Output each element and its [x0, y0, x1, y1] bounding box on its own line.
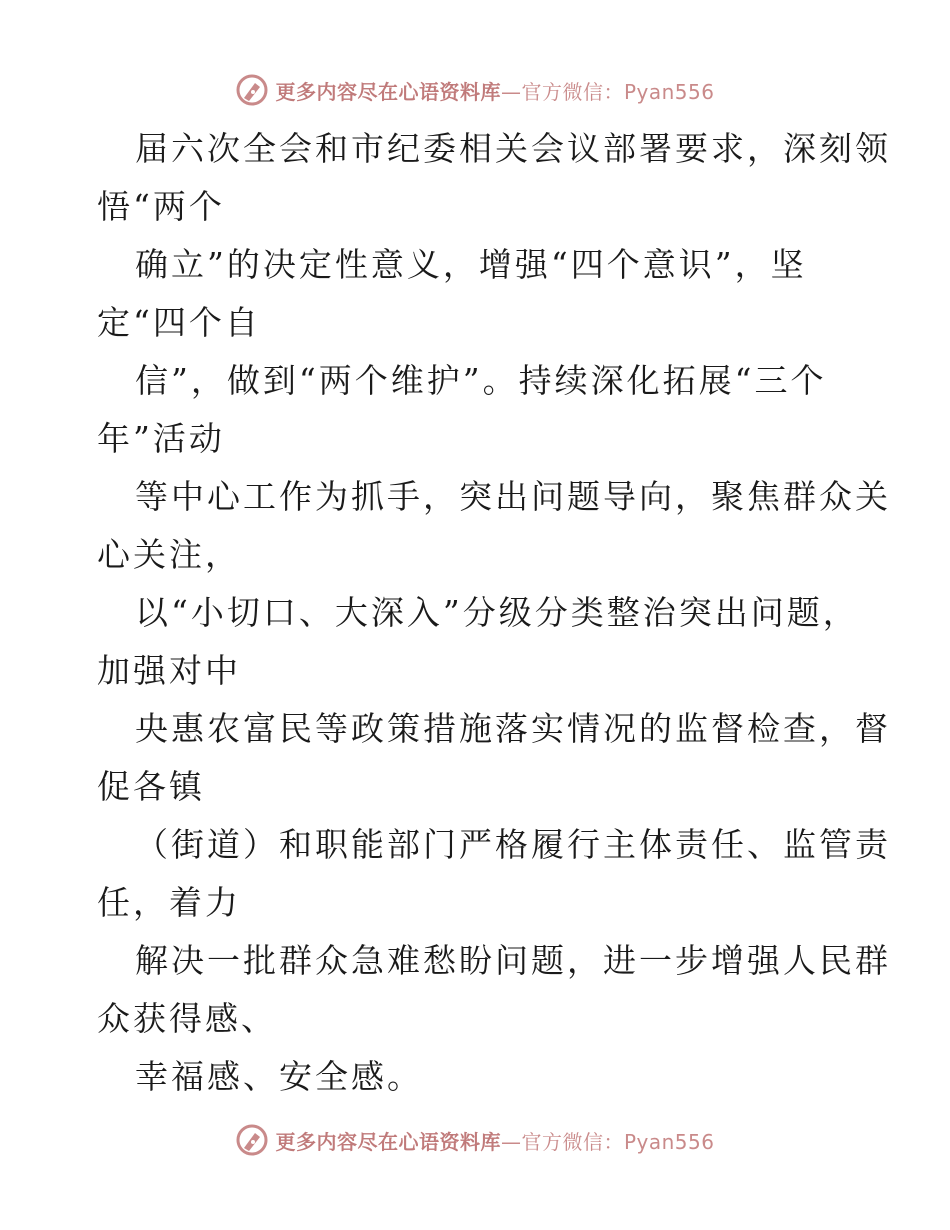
watermark-dash: —	[500, 79, 522, 104]
watermark-text	[275, 76, 714, 105]
paragraph	[0, 352, 950, 468]
paragraph-line-wrap: 定“四个自	[97, 303, 261, 342]
paragraph	[0, 468, 950, 584]
paragraph-line-wrap: 促各镇	[97, 767, 205, 806]
header-watermark	[0, 70, 950, 110]
paragraph-line: 解决一批群众急难愁盼问题，进一步增强人民群	[135, 941, 891, 980]
watermark-brand: 更多内容尽在心语资料库	[275, 1129, 501, 1154]
paragraph-line: 以“小切口、大深入”分级分类整治突出问题，	[135, 593, 859, 632]
pen-nib-logo-icon	[235, 1123, 269, 1157]
watermark-brand: 更多内容尽在心语资料库	[275, 79, 501, 104]
document-body	[0, 120, 950, 1106]
paragraph-line-wrap: 年”活动	[97, 419, 225, 458]
paragraph-line: 确立”的决定性意义，增强“四个意识”，坚	[135, 245, 807, 284]
paragraph-line: 信”，做到“两个维护”。持续深化拓展“三个	[135, 361, 827, 400]
paragraph-line-wrap: 心关注，	[97, 535, 241, 574]
watermark-dash: —	[500, 1129, 522, 1154]
watermark-wechat: 官方微信：Pyan556	[521, 1129, 715, 1154]
paragraph-line: 等中心工作为抓手，突出问题导向，聚焦群众关	[135, 477, 891, 516]
watermark-text	[275, 1126, 714, 1155]
paragraph-line: 央惠农富民等政策措施落实情况的监督检查，督	[135, 709, 891, 748]
footer-watermark	[0, 1120, 950, 1160]
pen-nib-logo-icon	[235, 73, 269, 107]
paragraph	[0, 236, 950, 352]
paragraph-line: （街道）和职能部门严格履行主体责任、监管责	[135, 825, 891, 864]
paragraph-line-wrap: 加强对中	[97, 651, 241, 690]
paragraph	[0, 120, 950, 236]
paragraph-line-wrap: 任，着力	[97, 883, 241, 922]
watermark-wechat: 官方微信：Pyan556	[521, 79, 715, 104]
paragraph-line: 届六次全会和市纪委相关会议部署要求，深刻领	[135, 129, 891, 168]
paragraph	[0, 932, 950, 1048]
paragraph-line-wrap: 众获得感、	[97, 999, 277, 1038]
paragraph-line-wrap: 悟“两个	[97, 187, 225, 226]
paragraph	[0, 700, 950, 816]
paragraph	[0, 1048, 950, 1106]
paragraph	[0, 584, 950, 700]
paragraph	[0, 816, 950, 932]
paragraph-line: 幸福感、安全感。	[135, 1057, 423, 1096]
